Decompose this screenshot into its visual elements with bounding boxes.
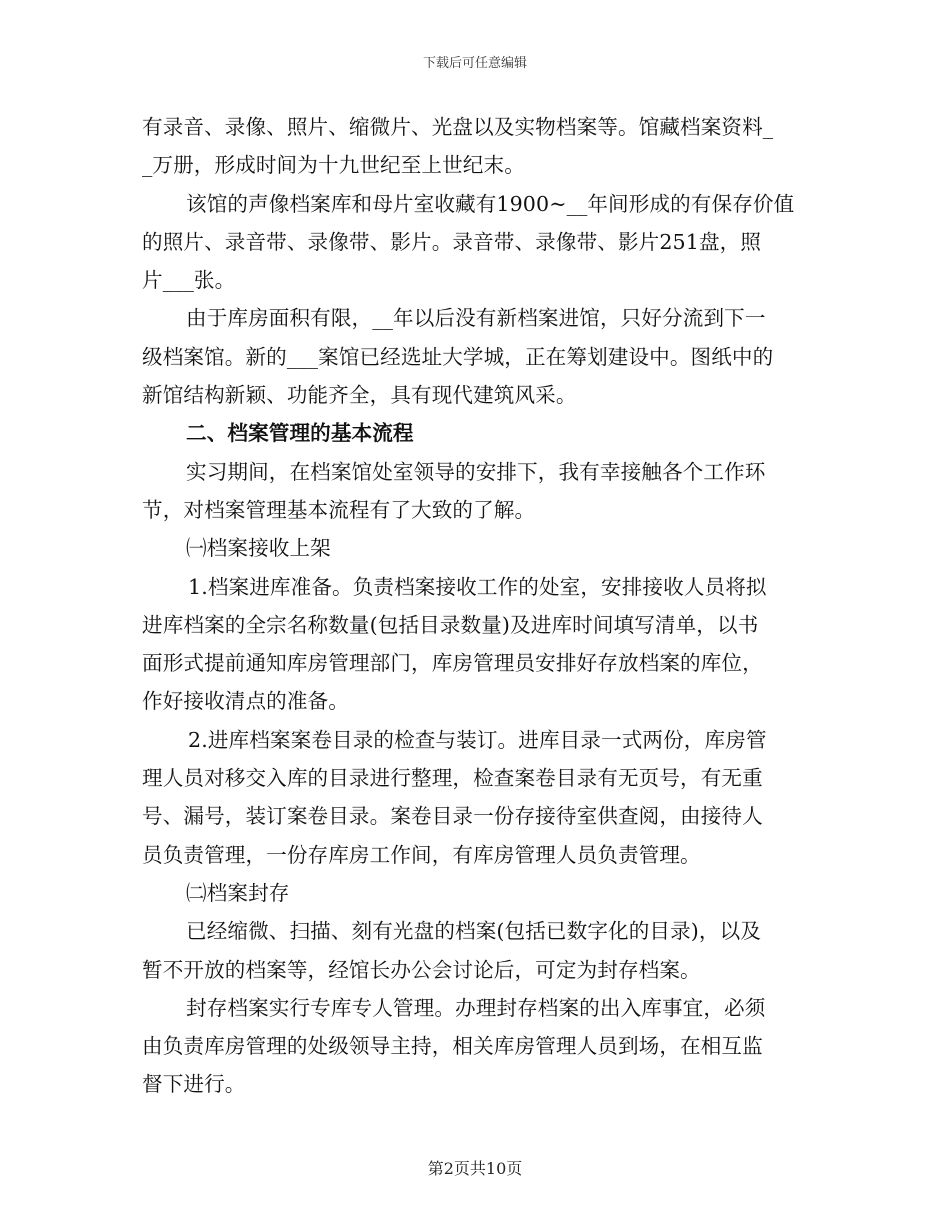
subsection-heading: ㈡档案封存	[186, 880, 290, 905]
text-line: 1.档案进库准备。负责档案接收工作的处室，安排接收人员将拟	[188, 574, 767, 599]
text-line: 作好接收清点的准备。	[142, 689, 349, 714]
text-line: 理人员对移交入库的目录进行整理，检查案卷目录有无页号，有无重	[142, 766, 763, 791]
text-line: 面形式提前通知库房管理部门，库房管理员安排好存放档案的库位，	[142, 651, 763, 676]
text-line: 的照片、录音带、录像带、影片。录音带、录像带、影片251盘，照	[142, 229, 762, 254]
text-line: 已经缩微、扫描、刻有光盘的档案(包括已数字化的目录)，以及	[186, 919, 761, 944]
text-line: 实习期间，在档案馆处室领导的安排下，我有幸接触各个工作环	[186, 459, 766, 484]
text-line: 由负责库房管理的处级领导主持，相关库房管理人员到场，在相互监	[142, 1034, 763, 1059]
text-line: 有录音、录像、照片、缩微片、光盘以及实物档案等。馆藏档案资料_	[142, 115, 774, 139]
text-line: 新馆结构新颖、功能齐全，具有现代建筑风采。	[142, 383, 577, 408]
page-footer: 第2页共10页	[427, 1159, 523, 1178]
text-line: 封存档案实行专库专人管理。办理封存档案的出入库事宜，必须	[186, 995, 766, 1020]
text-line: 督下进行。	[142, 1072, 246, 1097]
text-line: 节，对档案管理基本流程有了大致的了解。	[142, 497, 536, 522]
text-line: 由于库房面积有限，__年以后没有新档案进馆，只好分流到下一	[186, 306, 766, 331]
text-line: 该馆的声像档案库和母片室收藏有1900~__年间形成的有保存价值	[186, 191, 795, 216]
section-heading: 二、档案管理的基本流程	[186, 421, 414, 446]
text-line: 片___张。	[142, 268, 236, 293]
text-line: 级档案馆。新的___案馆已经选址大学城，正在筹划建设中。图纸中的	[142, 344, 774, 369]
text-line: 号、漏号，装订案卷目录。案卷目录一份存接待室供查阅，由接待人	[142, 804, 763, 829]
text-line: 进库档案的全宗名称数量(包括目录数量)及进库时间填写清单，以书	[142, 612, 759, 637]
text-line: 2.进库档案案卷目录的检查与装订。进库目录一式两份，库房管	[188, 727, 767, 752]
text-line: 员负责管理，一份存库房工作间，有库房管理人员负责管理。	[142, 842, 701, 867]
document-body	[142, 108, 814, 1104]
page-header: 下载后可任意编辑	[422, 56, 527, 71]
subsection-heading: ㈠档案接收上架	[186, 536, 331, 561]
text-line: 暂不开放的档案等，经馆长办公会讨论后，可定为封存档案。	[142, 957, 701, 982]
text-line: _万册，形成时间为十九世纪至上世纪末。	[142, 153, 525, 178]
